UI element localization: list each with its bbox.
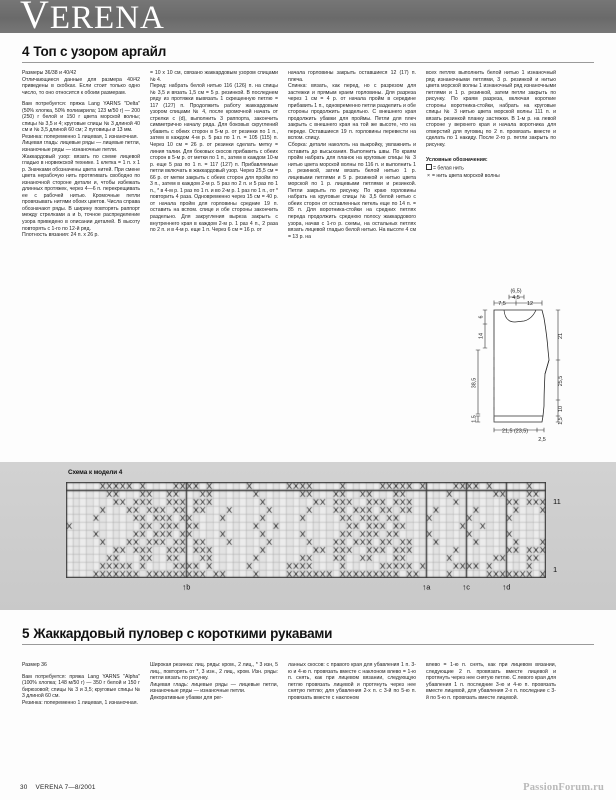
chart-marker-a: ↑a [422,582,431,592]
section-5-number: 5 [22,626,30,641]
raglan-decreases-text: ланных скосов: с правого края для убавления 1 п. 3-ю и 4-ю п. провязать вместе с наклоном влево = 1-ю п. снять, как при лицевом вязании, следующую петлю провязать лицевой и протянуть через нее снятую петлю; для убавления 2-х п. с 3-й по 5-ю п. провязать вместе с наклоном [288,662,416,701]
article-4-column-4 [426,70,556,240]
chart-row-label-11: 11 [553,497,561,506]
section-5-title: Жаккардовый пуловер с короткими рукавами [33,626,333,641]
article-4-column-3 [288,70,416,240]
page-footer [20,784,96,791]
article-4-column-1 [22,70,140,240]
article-4-column-2 [150,70,278,240]
materials-text: Вам потребуется: пряжа Lang YARNS "Delta" (50% хлопка, 50% полиакрила; 123 м/50 г) — 200 (250) г белой и 150 г цвета морской волны; спицы № 3,5 и 4; круговые спицы № 3 длиной 40 см и № 3,5 длиной 60 см; 2 пуговицы ø 13 мм. [22,101,140,134]
dim-right-2: 25,5 [558,375,564,387]
back-instructions: Спинка: вязать, как перед, но с разрезом для застежки и прямым краем горловины. Для разреза через 1 см = 4 р. от начала пройм в середине прибавить 1 п., одновременно петли разделить и обе стороны продолжить раздельно. С внешнего края продолжить убавки для проймы. Петли для плеч закрыть с внешнего края на той же высоте, что на переде. Оставшиеся 19 п. горловины перевести на вспом. спицу. [288,83,416,142]
white-square-icon [426,164,432,170]
size-heading-5: Размер 36 [22,662,47,668]
chart-grid-wrap [66,482,546,578]
section-4-rule [22,62,594,63]
left-edge-decreases-text: влево = 1-ю п. снять, как при лицевом вязании, следующие 2 п. провязать вместе лицевой и протянуть через нее снятую петлю. С левого края для убавления 1 п. последние 3-ю и 4-ю п. провязать вместе лицевой, для убавления 2-х п. последние с 3-й по 5-ю п. провязать вместе лицевой. [426,662,556,701]
dim-right-4: 1,5 [558,417,564,425]
decorative-decreases-text: Декоративные убавки для рег- [150,694,223,701]
ribbing-text-5: Резинка: попеременно 1 лицевая, 1 изнаночная. [22,699,138,706]
materials-text-5: Вам потребуется: пряжа Lang YARNS "Alpha" (100% хлопка; 148 м/50 г) — 350 г белой и 150 г бирюзовой; спицы № 3 и 3,5; круговые спицы № 3 длиной 60 см. [22,673,140,700]
dim-left-2: 14 [478,333,485,339]
section-4-number: 4 [22,44,30,59]
dim-left-3: 38,5 [471,377,478,389]
garment-schematic [452,288,602,463]
dim-bottom-main: 21,5 (23,5) [501,428,529,435]
article-5-column-3 [288,662,416,706]
dim-left-1: 6 [478,315,485,319]
shoulder-text: начала горловины закрыть оставшиеся 12 (17) п. плеча. [288,70,416,83]
wide-ribbing-text: Широкая резинка: лиц. ряды: кром., 2 лиц., * 3 изн, 5 лиц., повторять от *, 3 изн., 2 лиц., кром. Изн. ряды: петли вязать по рисунку. [150,662,278,682]
issue-label: VERENA 7—8/2001 [35,784,96,791]
legend-title: Условные обозначения: [426,156,488,163]
jacquard-text: Жаккардовый узор: вязать по схеме лицевой гладью в норвежской технике. 1 клетка = 1 п. х 1 р. Значками обозначены цвета нитей. При смене цвета нерабочую нить протягивать свободно по изнаночной стороне детали и, чтобы избежать длинных протяжек, через 4—6 п. перекрещивать ее с рабочей нитью. Кромочные петли провязывать нитями обоих цветов. Числа справа обозначают ряды. В ширину повторять раппорт между стрелками a и b, точное распределение узора приведено в описании деталей. В высоту повторять с 1-го по 12-й ряд. [22,153,140,232]
logo-rest: ERENA [49,0,165,36]
chart-legend [426,157,556,180]
gauge-continued: = 10 х 10 см, связано жаккардовым узором спицами № 4. [150,70,278,83]
assembly-instructions: Сборка: детали наколоть на выкройку, увлажнить и оставить до высыхания. Выполнить швы. По краям пройм набрать для планок на круговые спицы № 3 нитью цвета морской волны по 116 п. и выполнить 1 р. резинкой, затем вязать белой нитью 1 р. лицевыми петлями и 5 р. резинкой и нитью цвета морской по 1 р. лицевыми петлями и резинкой. Петли закрыть по рисунку. По краю горловины набрать на круговые спицы № 3,5 белой нитью с обеих сторон от оставленных петель еще по 14 п. = 85 п. Для воротника-стойки на средних петлях переда продолжить среднюю полосу жаккардового узора, начав с 1-го р. схемы, на остальных петлях вязать лицевой гладью белой нитью. На высоте 4 см = 13 р. на [288,142,416,240]
dim-top-paren: (6,5) [510,288,522,295]
chart-marker-b: ↑b [182,582,191,592]
dim-top-right: 12 [527,301,533,307]
chart-marker-c: ↑c [462,582,470,592]
watermark: PassionForum.ru [523,782,604,793]
section-5-rule [22,644,594,645]
legend-white-label: = белая нить [433,166,464,173]
x-mark-icon: × [426,172,431,179]
section-header-4 [22,44,594,63]
dim-top-left: 7,5 [498,301,506,307]
article-5-column-1 [22,662,140,706]
sizes-heading: Размеры 36/38 и 40/42 [22,70,77,76]
page-number: 30 [20,784,28,791]
sizes-note: Отличающиеся данные для размера 40/42 приведены в скобках. Если стоит только одно число, то оно относится к обоим размерам. [22,76,140,96]
stockinette-text-5: Лицевая гладь: лицевые ряды — лицевые петли, изнаночные ряды — изнаночные петли. [150,681,278,695]
chart-panel [0,462,616,610]
gauge-text: Плотность вязания: 24 п. х 26 р. [22,232,99,239]
chart-marker-d: ↑d [502,582,511,592]
legend-item-white [426,164,556,173]
ribbing-text: Резинка: попеременно 1 лицевая, 1 изнаночная. [22,133,138,140]
dim-right-1: 21 [558,333,564,339]
schematic-svg [452,288,602,463]
dim-top-mid: 4,5 [512,295,520,302]
article-4-columns [22,70,594,240]
front-instructions: Перед: набрать белой нитью 116 (126) п. на спицы № 3,5 и вязать 1,5 см = 5 р. резинкой. В последнем ряду из протяжки вывязать 1 скрещенную петлю = 117 (127) п. Продолжить работу жаккардовым узором спицами № 4, после кромочной начать от стрелки c (d), выполнить 3 раппорта, закончить симметрично началу ряда. Для боковых скруглений убавить с обеих сторон в 5-м р. от резинки по 1 п., затем в каждом 4-м р. 5 раз по 1 п. = 105 (115) п. Через 10 см = 26 р. от резинки сделать метку = линия талии. Для боковых скосов прибавить с обеих сторон в 5-м р. от метки по 1 п., затем в каждом 10-м р. еще 5 раз по 1 п. = 117 (127) п. Прибавляемые петли включать в жаккардовый узор. Через 25,5 см = 66 р. от метки закрыть с обеих сторон для пройм по 3 п., затем в каждом 2-м р. 5 раз по 2 п. и 5 раз по 1 п., * в 4-м р. 1 раз по 1 п. и во 2-м р. 1 раз по 1 п., от * повторить 4 раза. Одновременно через 15 см = 40 р. от начала пройм для горловины средние 19 п. оставить на вспом. спице и обе стороны закончить раздельно. Для закругления выреза закрыть с внутреннего края в каждом 2-м р. 1 раз 4 п., 2 раза по 2 п. и в 4-м р. еще 1 п. Через 6 см = 16 р. от [150,83,278,234]
finishing-instructions: всех петлях выполнить белой нитью 1 изнаночный ряд изнаночными петлями, 3 р. резинкой и нитью цвета морской волны 1 изнаночный ряд изнаночными петлями и 1 р. резинкой, затем петли закрыть по рисунку. По краям разреза, включая короткие стороны воротника-стойки, набрать на круговые спицы № 3 нитью цвета морской волны 111 п. и вязать резинкой планку застежки. В 1-м р. на левой стороне у верхнего края и начала воротника для отверстий для пуговиц по 2 п. провязать вместе и сделать по 1 накиду. После 2-го р. петли закрыть по рисунку. [426,70,556,149]
dim-left-4: 1,5 [471,415,478,423]
logo-initial: V [20,0,50,37]
legend-item-sea [426,173,556,180]
article-5-column-2 [150,662,278,706]
section-4-title: Топ с узором аргайл [33,44,167,59]
dim-bottom-small: 2,5 [538,437,546,443]
chart-row-label-1: 1 [553,565,558,574]
legend-sea-label: = нить цвета морской волны [432,172,500,179]
stockinette-text: Лицевая гладь: лицевые ряды — лицевые петли, изнаночные ряды — изнаночные петли. [22,140,140,154]
knitting-chart-grid [66,482,546,578]
chart-title: Схема к модели 4 [68,469,123,476]
magazine-logo [20,0,165,35]
dim-right-3: 10 [558,406,564,412]
article-5-columns [22,662,594,706]
masthead-bar [0,0,616,37]
section-header-5 [22,626,594,645]
article-5-column-4 [426,662,556,706]
